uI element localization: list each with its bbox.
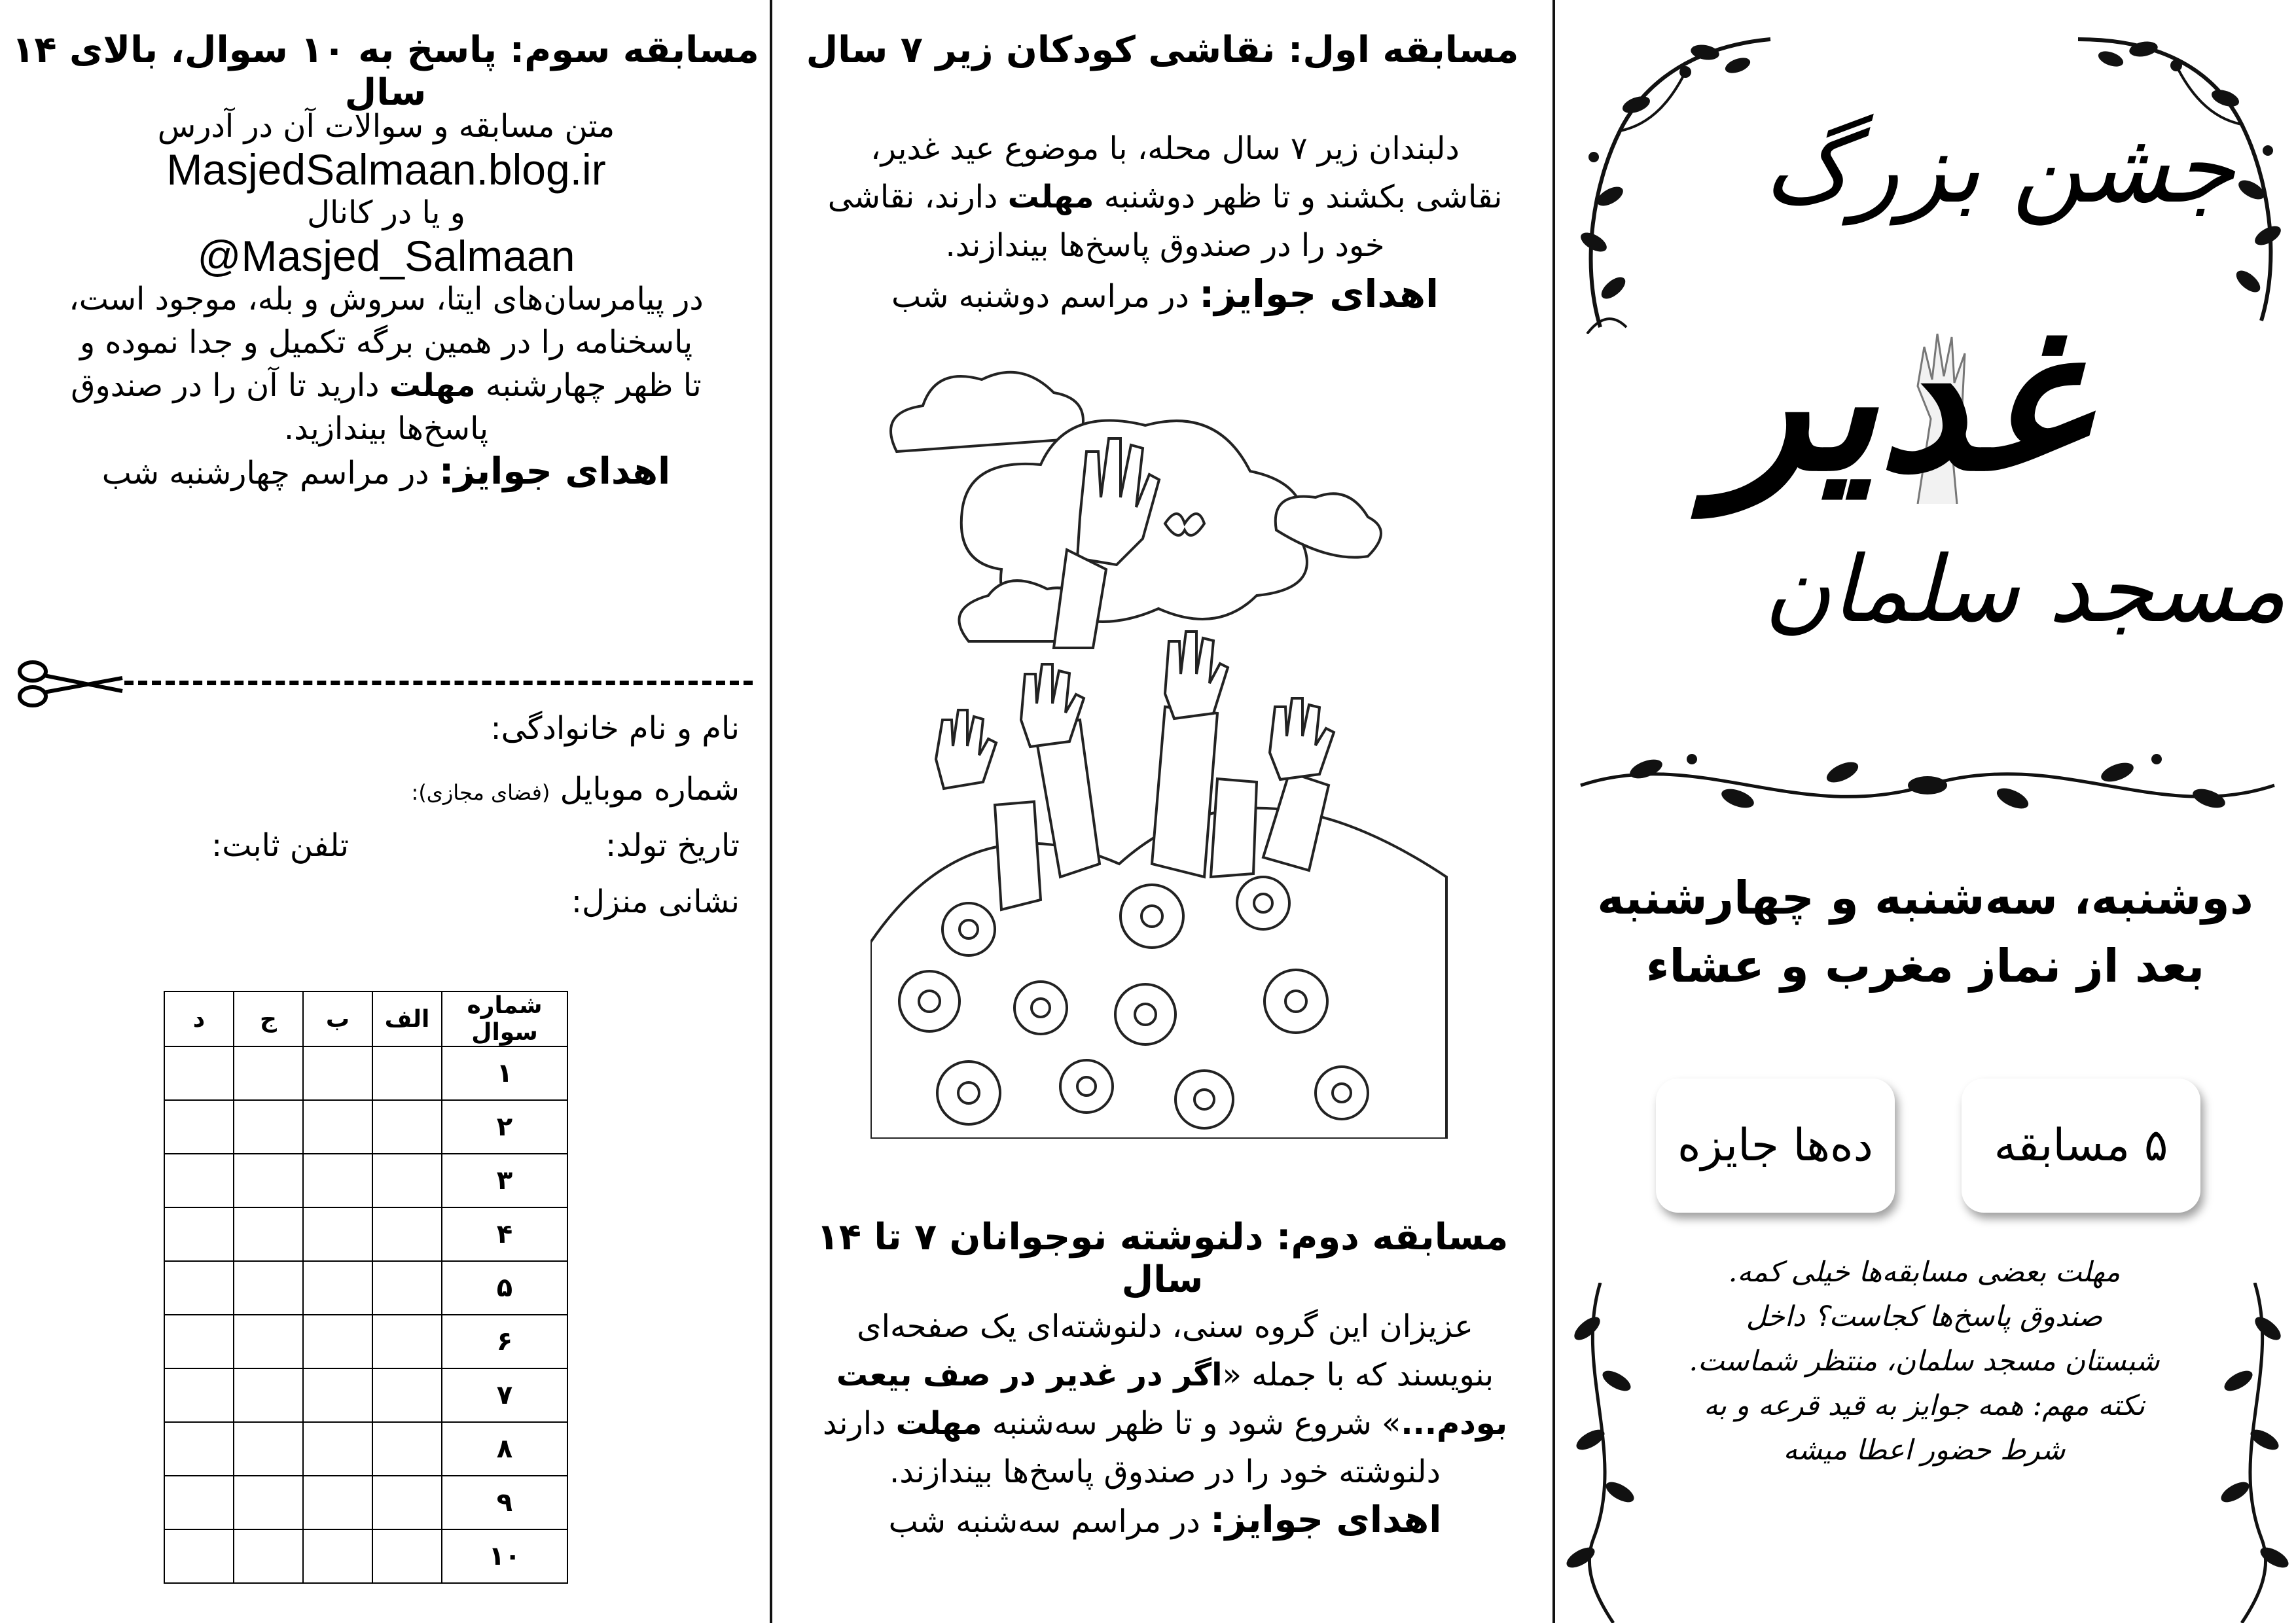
answer-cell[interactable]: [234, 1422, 303, 1476]
text: دارند: [822, 1405, 896, 1442]
answer-cell[interactable]: [164, 1476, 234, 1529]
header-option-jim: ج: [234, 991, 303, 1046]
answer-cell[interactable]: [234, 1207, 303, 1261]
contest2-description: [805, 1302, 1525, 1546]
answer-cell[interactable]: [164, 1261, 234, 1315]
table-row: [164, 1529, 567, 1583]
answer-cell[interactable]: [303, 1100, 372, 1154]
contest2-line: عزیزان این گروه سنی، دلنوشته‌ای یک صفحه‌ای: [857, 1308, 1473, 1345]
header-option-dal: د: [164, 991, 234, 1046]
answer-cell[interactable]: [303, 1261, 372, 1315]
contest3-prize: [13, 450, 759, 495]
table-row: [164, 1100, 567, 1154]
coloring-illustration: [870, 353, 1460, 1139]
answer-cell[interactable]: [303, 1368, 372, 1422]
contest2-line: [805, 1351, 1525, 1399]
answer-cell[interactable]: [164, 1154, 234, 1207]
answer-cell[interactable]: [164, 1368, 234, 1422]
contest3-title: مسابقه سوم: پاسخ به ۱۰ سوال، بالای ۱۴ سال: [12, 29, 759, 114]
deadline-emphasis: مهلت: [895, 1405, 982, 1442]
contest1-description: [805, 124, 1525, 321]
answer-cell[interactable]: [303, 1046, 372, 1100]
deadline-emphasis: مهلت: [1007, 179, 1094, 215]
notice-text: [1613, 1250, 2235, 1472]
scissors-icon: [14, 654, 126, 713]
text: (فضای مجازی):: [411, 780, 550, 805]
cover-panel: [1554, 0, 2296, 1623]
answer-cell[interactable]: [372, 1422, 442, 1476]
contest1-title: مسابقه اول: نقاشی کودکان زیر ۷ سال: [806, 29, 1519, 71]
question-number-cell: ۱: [442, 1046, 567, 1100]
table-row: [164, 1154, 567, 1207]
blog-address: MasjedSalmaan.blog.ir: [166, 145, 606, 194]
form-birthdate-label: تاریخ تولد:: [605, 827, 740, 864]
badge-contests-count: ۵ مسابقه: [1962, 1079, 2200, 1213]
contest3-line: پاسخ‌ها بیندازید.: [283, 410, 489, 447]
answer-cell[interactable]: [164, 1046, 234, 1100]
text: تا ظهر چهارشنبه: [475, 367, 702, 404]
notice-line: شبستان مسجد سلمان، منتظر شماست.: [1689, 1345, 2160, 1378]
answer-cell[interactable]: [372, 1207, 442, 1261]
schedule-time: بعد از نماز مغرب و عشاء: [1645, 939, 2205, 993]
answer-cell[interactable]: [164, 1422, 234, 1476]
contest1-prize: [805, 270, 1525, 321]
question-number-cell: ۷: [442, 1368, 567, 1422]
notice-line: شرط حضور اعطا میشه: [1783, 1434, 2066, 1467]
question-number-cell: ۴: [442, 1207, 567, 1261]
answer-cell[interactable]: [372, 1315, 442, 1368]
question-number-cell: ۶: [442, 1315, 567, 1368]
contest1-line: دلبندان زیر ۷ سال محله، با موضوع عید غدیر،: [870, 130, 1460, 167]
table-row: [164, 1261, 567, 1315]
form-phone-label: تلفن ثابت:: [211, 827, 349, 864]
table-row: [164, 1368, 567, 1422]
question-number-cell: ۹: [442, 1476, 567, 1529]
prize-label: اهدای جوایز:: [439, 450, 671, 493]
title-main: غدیر: [1715, 283, 2084, 514]
table-row: [164, 1476, 567, 1529]
notice-line: صندوق پاسخ‌ها کجاست؟ داخل: [1746, 1300, 2103, 1333]
answer-cell[interactable]: [234, 1315, 303, 1368]
answer-cell[interactable]: [234, 1100, 303, 1154]
header-option-be: ب: [303, 991, 372, 1046]
title-top: جشن بزرگ: [1764, 111, 2235, 225]
question-number-cell: ۱۰: [442, 1529, 567, 1583]
answer-table-header: [164, 991, 567, 1046]
text: دارند، نقاشی: [827, 179, 1008, 215]
answer-cell[interactable]: [372, 1529, 442, 1583]
answer-cell[interactable]: [234, 1368, 303, 1422]
question-number-cell: ۲: [442, 1100, 567, 1154]
question-number-cell: ۳: [442, 1154, 567, 1207]
schedule-days: دوشنبه، سه‌شنبه و چهارشنبه: [1597, 871, 2253, 925]
answer-cell[interactable]: [372, 1261, 442, 1315]
contest1-line: خود را در صندوق پاسخ‌ها بیندازند.: [945, 227, 1385, 264]
prize-text: در مراسم دوشنبه شب: [891, 278, 1200, 315]
answer-cell[interactable]: [303, 1207, 372, 1261]
contest3-line: پاسخنامه را در همین برگه تکمیل و جدا نموده و: [79, 324, 693, 361]
contest2-prize: [805, 1496, 1525, 1546]
answer-cell[interactable]: [164, 1529, 234, 1583]
form-mobile-label: [412, 771, 740, 808]
prize-text: در مراسم چهارشنبه شب: [101, 455, 439, 491]
header-option-alef: الف: [372, 991, 442, 1046]
answer-cell[interactable]: [164, 1207, 234, 1261]
contest3-line: در پیامرسان‌های ایتا، سروش و بله، موجود است،: [69, 281, 704, 317]
answer-cell[interactable]: [372, 1368, 442, 1422]
answer-cell[interactable]: [164, 1100, 234, 1154]
horizontal-vine-divider: [1568, 733, 2287, 838]
form-address-label: نشانی منزل:: [571, 883, 740, 920]
form-name-label: نام و نام خانوادگی:: [490, 710, 740, 747]
notice-line: مهلت بعضی مسابقه‌ها خیلی کمه.: [1728, 1256, 2121, 1289]
answer-cell[interactable]: [164, 1315, 234, 1368]
answer-cell[interactable]: [234, 1046, 303, 1100]
deadline-emphasis: مهلت: [389, 367, 476, 404]
text: نقاشی بکشند و تا ظهر دوشنبه: [1094, 179, 1503, 215]
prize-text: در مراسم سه‌شنبه شب: [888, 1503, 1211, 1540]
contest2-line: دلنوشته خود را در صندوق پاسخ‌ها بیندازند.: [889, 1454, 1441, 1490]
emphasis: اگر در غدیر در صف بیعت: [836, 1357, 1223, 1393]
text: شماره موبایل: [560, 771, 740, 808]
header-question-number: شماره سوال: [442, 991, 567, 1046]
text: بنویسند که با جمله «: [1222, 1357, 1494, 1393]
answer-cell[interactable]: [303, 1154, 372, 1207]
answer-cell[interactable]: [303, 1529, 372, 1583]
text: دارید تا آن را در صندوق: [71, 367, 389, 404]
answer-cell[interactable]: [303, 1476, 372, 1529]
answer-cell[interactable]: [303, 1315, 372, 1368]
table-row: [164, 1207, 567, 1261]
middle-panel: [772, 0, 1552, 1623]
answer-cell[interactable]: [372, 1046, 442, 1100]
text: » شروع شود و تا ظهر سه‌شنبه: [982, 1405, 1401, 1442]
answer-cell[interactable]: [234, 1476, 303, 1529]
left-panel: [0, 0, 771, 1623]
cut-line: [124, 681, 753, 685]
answer-cell[interactable]: [372, 1154, 442, 1207]
answer-cell[interactable]: [234, 1154, 303, 1207]
prize-label: اهدای جوایز:: [1199, 272, 1439, 316]
table-row: [164, 1046, 567, 1100]
answer-cell[interactable]: [372, 1476, 442, 1529]
contest3-description: [13, 105, 759, 495]
emphasis: بودم...: [1401, 1405, 1508, 1442]
channel-handle: @Masjed_Salmaan: [197, 232, 575, 280]
contest3-line: [13, 364, 759, 407]
question-number-cell: ۸: [442, 1422, 567, 1476]
contest1-line: [805, 173, 1525, 221]
contest2-title: مسابقه دوم: دلنوشته نوجوانان ۷ تا ۱۴ سال: [816, 1216, 1509, 1301]
answer-cell[interactable]: [234, 1529, 303, 1583]
notice-line: نکته مهم: همه جوایز به قید قرعه و به: [1704, 1389, 2145, 1422]
answer-cell[interactable]: [303, 1422, 372, 1476]
contest2-line: [805, 1399, 1525, 1448]
contest3-line: متن مسابقه و سوالات آن در آدرس: [157, 108, 615, 145]
badge-prizes: ده‌ها جایزه: [1656, 1079, 1895, 1213]
question-number-cell: ۵: [442, 1261, 567, 1315]
table-row: [164, 1315, 567, 1368]
answer-cell[interactable]: [372, 1100, 442, 1154]
answer-table: [164, 991, 568, 1584]
table-row: [164, 1422, 567, 1476]
contest3-line: و یا در کانال: [307, 194, 465, 231]
answer-cell[interactable]: [234, 1261, 303, 1315]
prize-label: اهدای جوایز:: [1210, 1499, 1442, 1541]
title-bottom: مسجد سلمان: [1764, 537, 2287, 643]
